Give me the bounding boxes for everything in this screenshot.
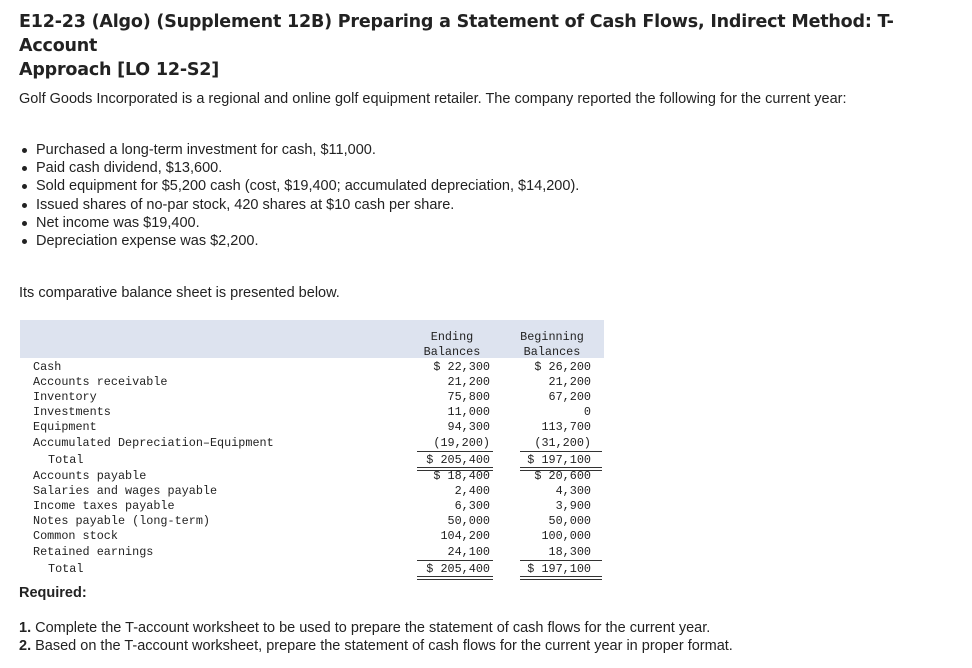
total-double-rule xyxy=(417,576,493,580)
table-row xyxy=(20,545,604,560)
subtotal-rule xyxy=(520,451,602,452)
beginning-balance-cell: 3,900 xyxy=(555,499,591,513)
row-label: Common stock xyxy=(33,529,118,543)
requirements-list xyxy=(19,619,733,655)
row-label: Retained earnings xyxy=(33,545,154,559)
fact-item: Depreciation expense was $2,200. xyxy=(19,232,579,250)
beginning-balance-cell: (31,200) xyxy=(534,436,591,450)
total-double-rule xyxy=(520,576,602,580)
table-row xyxy=(20,405,604,420)
beginning-balance-cell: 0 xyxy=(583,405,591,419)
comparative-text: Its comparative balance sheet is presented below. xyxy=(19,285,340,301)
fact-item: Net income was $19,400. xyxy=(19,214,579,232)
beginning-balance-cell: $ 197,100 xyxy=(527,562,591,576)
subtotal-rule xyxy=(417,560,493,561)
requirement-text: Complete the T-account worksheet to be used to prepare the statement of cash flows for the current year. xyxy=(35,620,711,636)
intro-paragraph: Golf Goods Incorporated is a regional and online golf equipment retailer. The company reported the following for the current year: xyxy=(19,91,847,107)
fact-item: Purchased a long-term investment for cash, $11,000. xyxy=(19,141,579,159)
beginning-balance-cell: $ 197,100 xyxy=(527,453,591,467)
subtotal-rule xyxy=(417,451,493,452)
beginning-balance-cell: 4,300 xyxy=(555,484,591,498)
problem-page xyxy=(19,10,959,654)
ending-header-line1: Ending xyxy=(430,330,474,344)
table-row xyxy=(20,469,604,484)
problem-title xyxy=(19,10,959,82)
beginning-balance-cell: 18,300 xyxy=(548,545,591,559)
table-row xyxy=(20,514,604,529)
row-label: Total xyxy=(48,562,84,576)
total-double-rule xyxy=(520,467,602,471)
fact-item: Paid cash dividend, $13,600. xyxy=(19,159,579,177)
ending-balance-cell: $ 205,400 xyxy=(426,453,490,467)
ending-balance-cell: $ 22,300 xyxy=(433,360,490,374)
requirement-item xyxy=(19,637,733,655)
row-label: Accounts receivable xyxy=(33,375,168,389)
requirement-text: Based on the T-account worksheet, prepare the statement of cash flows for the current year in proper format. xyxy=(35,638,733,654)
facts-list xyxy=(19,141,579,250)
ending-balance-cell: 2,400 xyxy=(454,484,490,498)
beginning-balance-cell: 21,200 xyxy=(548,375,591,389)
requirement-number: 1. xyxy=(19,620,32,636)
table-row xyxy=(20,499,604,514)
ending-header-line2: Balances xyxy=(423,345,481,359)
table-row xyxy=(20,453,604,468)
row-label: Equipment xyxy=(33,420,97,434)
requirement-number: 2. xyxy=(19,638,32,654)
ending-balance-cell: $ 205,400 xyxy=(426,562,490,576)
ending-balance-cell: 24,100 xyxy=(447,545,490,559)
required-heading: Required: xyxy=(19,585,87,601)
table-row xyxy=(20,375,604,390)
row-label: Cash xyxy=(33,360,62,374)
requirement-item xyxy=(19,619,733,637)
table-row xyxy=(20,360,604,375)
table-row xyxy=(20,420,604,435)
ending-balance-cell: 94,300 xyxy=(447,420,490,434)
fact-item: Sold equipment for $5,200 cash (cost, $19,400; accumulated depreciation, $14,200). xyxy=(19,177,579,195)
ending-balance-cell: 75,800 xyxy=(447,390,490,404)
row-label: Investments xyxy=(33,405,111,419)
row-label: Salaries and wages payable xyxy=(33,484,218,498)
beginning-balance-cell: $ 20,600 xyxy=(534,469,591,483)
ending-balance-cell: 21,200 xyxy=(447,375,490,389)
table-row xyxy=(20,390,604,405)
subtotal-rule xyxy=(520,560,602,561)
beginning-header-line2: Balances xyxy=(523,345,581,359)
problem-title-line2: Approach [LO 12-S2] xyxy=(19,60,220,80)
beginning-balance-cell: 100,000 xyxy=(541,529,591,543)
total-double-rule xyxy=(417,467,493,471)
row-label: Notes payable (long-term) xyxy=(33,514,210,528)
ending-balance-cell: 11,000 xyxy=(447,405,490,419)
row-label: Total xyxy=(48,453,84,467)
ending-balance-cell: $ 18,400 xyxy=(433,469,490,483)
ending-balance-cell: 104,200 xyxy=(440,529,490,543)
problem-title-line1: E12-23 (Algo) (Supplement 12B) Preparing a Statement of Cash Flows, Indirect Method: T-Account xyxy=(19,12,894,56)
table-row xyxy=(20,562,604,577)
row-label: Inventory xyxy=(33,390,97,404)
beginning-balance-cell: 50,000 xyxy=(548,514,591,528)
ending-balances-header xyxy=(412,330,492,360)
ending-balance-cell: (19,200) xyxy=(433,436,490,450)
ending-balance-cell: 50,000 xyxy=(447,514,490,528)
table-row xyxy=(20,484,604,499)
beginning-header-line1: Beginning xyxy=(520,330,584,344)
row-label: Accumulated Depreciation–Equipment xyxy=(33,436,274,450)
beginning-balances-header xyxy=(506,330,598,360)
table-row xyxy=(20,529,604,544)
table-row xyxy=(20,436,604,451)
row-label: Income taxes payable xyxy=(33,499,175,513)
ending-balance-cell: 6,300 xyxy=(454,499,490,513)
fact-item: Issued shares of no-par stock, 420 shares at $10 cash per share. xyxy=(19,196,579,214)
row-label: Accounts payable xyxy=(33,469,147,483)
beginning-balance-cell: 113,700 xyxy=(541,420,591,434)
beginning-balance-cell: 67,200 xyxy=(548,390,591,404)
beginning-balance-cell: $ 26,200 xyxy=(534,360,591,374)
